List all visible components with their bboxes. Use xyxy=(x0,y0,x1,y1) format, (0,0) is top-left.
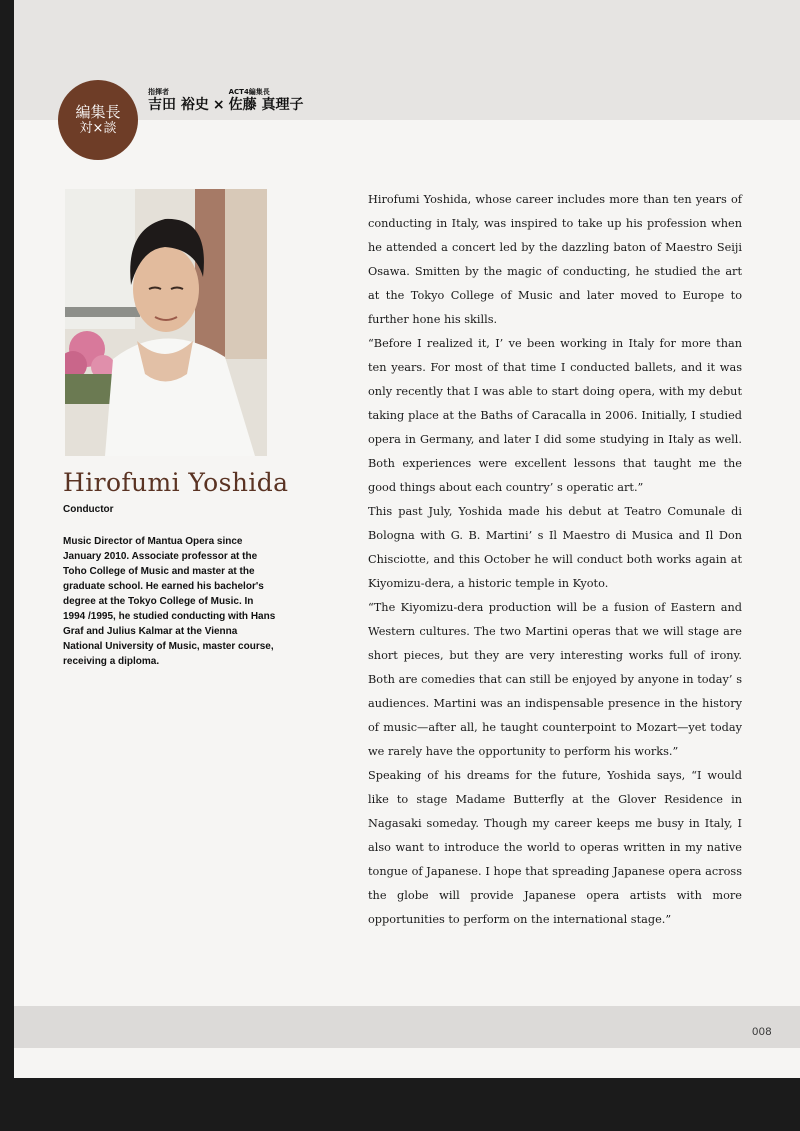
footer-band xyxy=(14,1006,800,1048)
left-participant-title: 指揮者 xyxy=(148,88,169,96)
article-paragraph: “Before I realized it, I’ ve been working in Italy for more than ten years. For most of that time I conducted ballets, and it was only recently that I was able to start doing opera, with my debut taking place at the Baths of Caracalla in 2006. Initially, I studied opera in Germany, and later I did some studying in Italy as well. Both experiences were excellent lessons that taught me the good things about each country’ s operatic art.” xyxy=(368,337,742,494)
profile-block xyxy=(63,468,289,669)
badge-line-1: 編集長 xyxy=(75,103,121,122)
person-name: Hirofumi Yoshida xyxy=(63,468,289,497)
portrait-illustration xyxy=(65,189,267,456)
right-participant xyxy=(229,88,304,113)
right-participant-name: 佐藤 真理子 xyxy=(228,97,304,113)
person-role: Conductor xyxy=(63,504,114,515)
page-number: 008 xyxy=(752,1026,772,1038)
left-participant xyxy=(148,88,209,113)
person-bio: Music Director of Mantua Opera since January 2010. Associate professor at the Toho College of Music and master at the graduate school. He earned his bachelor's degree at the Tokyo College of Music. In 1994 /1995, he studied conducting with Hans Graf and Julius Kalmar at the Vienna National University of Music, master course, receiving a diploma. xyxy=(63,536,276,667)
section-badge xyxy=(58,80,138,160)
badge-line-2: 対×談 xyxy=(79,121,117,137)
magazine-page xyxy=(14,0,800,1078)
article-paragraph: This past July, Yoshida made his debut at Teatro Comunale di Bologna with G. B. Martini’ s Il Maestro di Musica and Il Don Chisciotte, and this October he will conduct both works again at Kiyomizu-dera, a historic temple in Kyoto. xyxy=(368,505,742,590)
article-paragraph: Speaking of his dreams for the future, Yoshida says, “I would like to stage Madame Butterfly at the Glover Residence in Nagasaki someday. Though my career keeps me busy in Italy, I also want to introduce the world to operas written in my native tongue of Japanese. I hope that spreading Japanese opera across the globe will provide Japanese opera artists with more opportunities to perform on the international stage.” xyxy=(368,769,742,926)
portrait-photo xyxy=(65,189,267,456)
times-separator: × xyxy=(212,97,225,113)
left-participant-name: 吉田 裕史 xyxy=(148,97,209,113)
article-body xyxy=(368,188,742,932)
article-paragraph: Hirofumi Yoshida, whose career includes more than ten years of conducting in Italy, was inspired to take up his profession when he attended a concert led by the dazzling baton of Maestro Seiji Osawa. Smitten by the magic of conducting, he studied the art at the Tokyo College of Music and later moved to Europe to further hone his skills. xyxy=(368,193,742,326)
right-participant-title: ACT4編集長 xyxy=(228,88,270,96)
article-paragraph: “The Kiyomizu-dera production will be a fusion of Eastern and Western cultures. The two Martini operas that we will stage are short pieces, but they are very interesting works full of irony. Both are comedies that can still be enjoyed by anyone in today’ s audiences. Martini was an indispensable presence in the history of music—after all, he taught counterpoint to Mozart—yet today we rarely have the opportunity to perform his works.” xyxy=(368,601,742,758)
dialogue-names xyxy=(148,88,303,113)
